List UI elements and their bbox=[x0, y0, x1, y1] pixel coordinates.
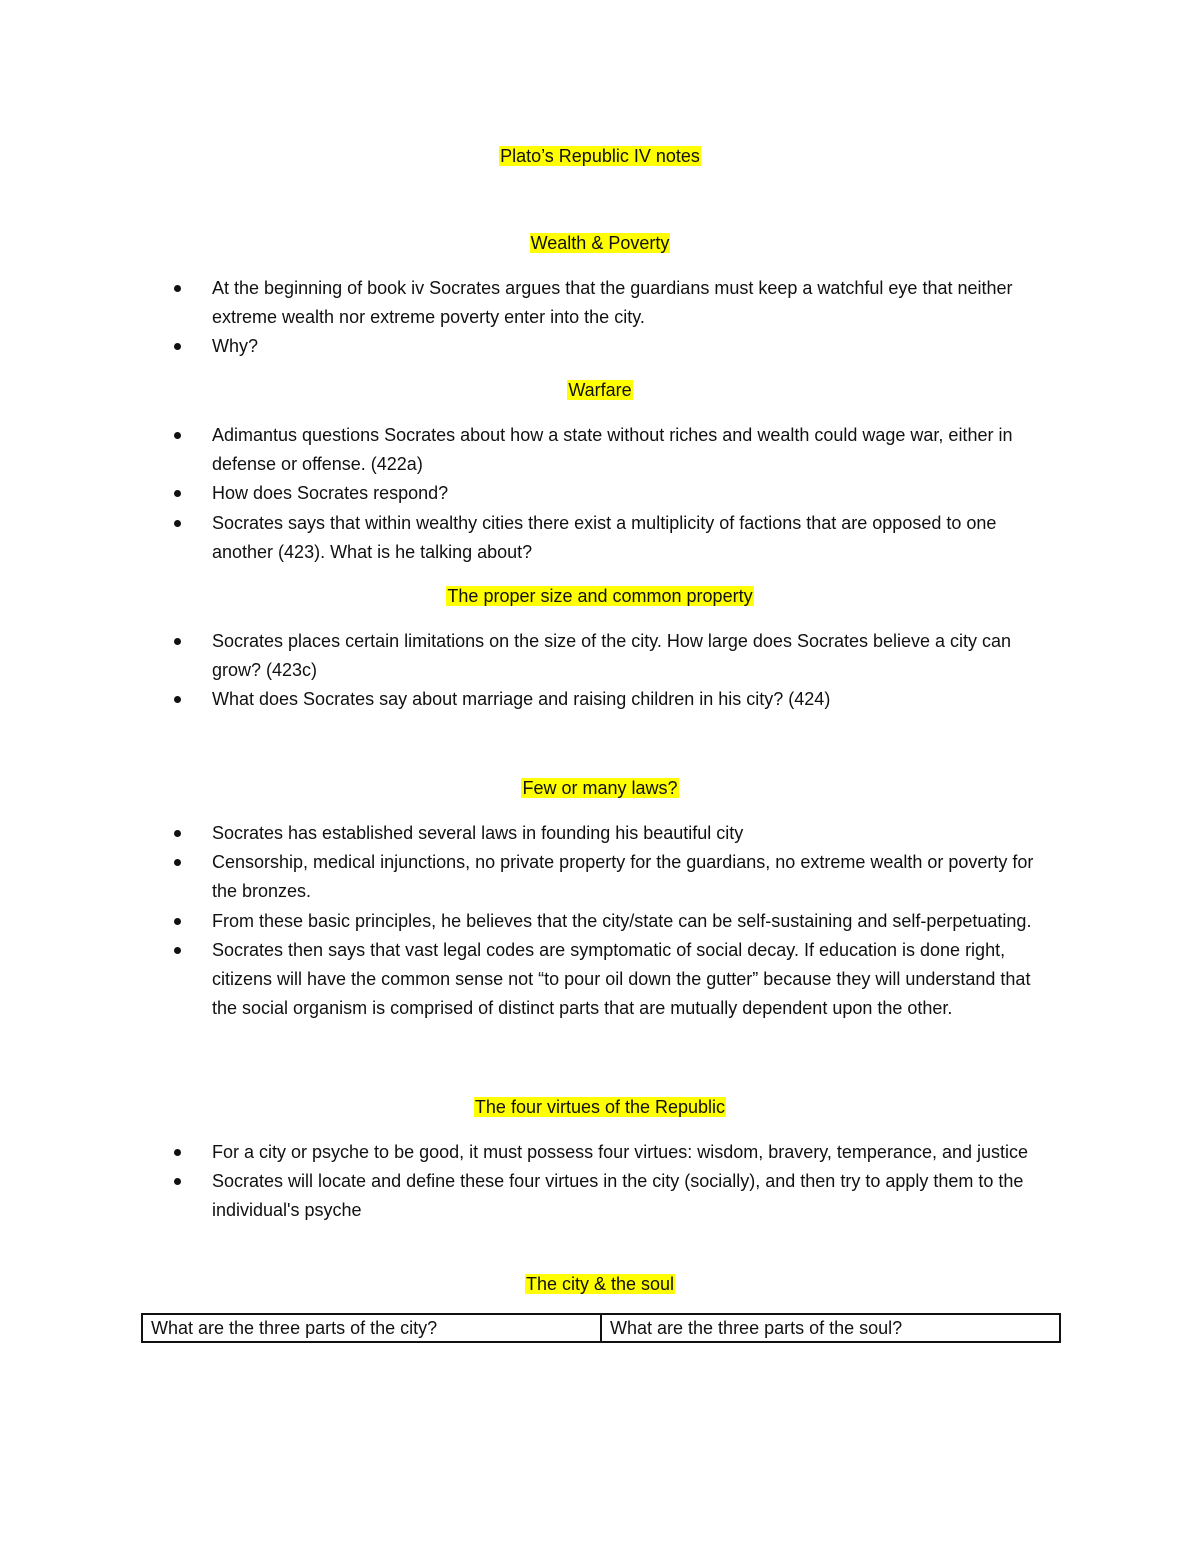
list-item: Socrates then says that vast legal codes are symptomatic of social decay. If education is done right, citizens will have the common sense not “to pour oil down the gutter” because they will understand that the social organism is comprised of distinct parts that are mutually dependent upon the other. bbox=[0, 936, 1200, 1024]
bullet-icon bbox=[174, 859, 181, 866]
bullet-icon bbox=[174, 343, 181, 350]
section-heading-city-and-soul: The city & the soul bbox=[525, 1274, 675, 1294]
bullet-icon bbox=[174, 285, 181, 292]
list-item: At the beginning of book iv Socrates argues that the guardians must keep a watchful eye that neither extreme wealth nor extreme poverty enter into the city. bbox=[0, 274, 1200, 332]
bullet-icon bbox=[174, 490, 181, 497]
bullet-icon bbox=[174, 1149, 181, 1156]
list-item: For a city or psyche to be good, it must possess four virtues: wisdom, bravery, temperance, and justice bbox=[0, 1138, 1200, 1167]
table-cell-soul: What are the three parts of the soul? bbox=[601, 1314, 1060, 1342]
section-heading-four-virtues: The four virtues of the Republic bbox=[474, 1097, 726, 1117]
bullet-icon bbox=[174, 432, 181, 439]
list-item: Socrates places certain limitations on the size of the city. How large does Socrates believe a city can grow? (423c) bbox=[0, 627, 1200, 685]
list-item: What does Socrates say about marriage and raising children in his city? (424) bbox=[0, 685, 1200, 714]
bullet-icon bbox=[174, 520, 181, 527]
section-heading-proper-size: The proper size and common property bbox=[447, 586, 753, 606]
bullet-icon bbox=[174, 638, 181, 645]
list-item: Socrates has established several laws in founding his beautiful city bbox=[0, 819, 1200, 848]
bullet-list-proper-size bbox=[0, 627, 1200, 715]
bullet-list-four-virtues bbox=[0, 1138, 1200, 1226]
section-heading-warfare: Warfare bbox=[568, 380, 632, 400]
bullet-list-wealth-poverty bbox=[0, 274, 1200, 362]
table-row bbox=[142, 1314, 1060, 1342]
list-item: Censorship, medical injunctions, no private property for the guardians, no extreme wealth or poverty for the bronzes. bbox=[0, 848, 1200, 906]
bullet-icon bbox=[174, 696, 181, 703]
table-cell-city: What are the three parts of the city? bbox=[142, 1314, 601, 1342]
city-soul-table bbox=[141, 1313, 1061, 1343]
list-item: How does Socrates respond? bbox=[0, 479, 1200, 508]
list-item: Why? bbox=[0, 332, 1200, 361]
document-title-text: Plato’s Republic IV notes bbox=[500, 146, 700, 166]
document-title bbox=[0, 144, 1200, 168]
list-item: Socrates will locate and define these four virtues in the city (socially), and then try to apply them to the individual's psyche bbox=[0, 1167, 1200, 1225]
list-item: From these basic principles, he believes that the city/state can be self-sustaining and self-perpetuating. bbox=[0, 907, 1200, 936]
bullet-icon bbox=[174, 1178, 181, 1185]
section-heading-few-or-many-laws: Few or many laws? bbox=[522, 778, 678, 798]
bullet-icon bbox=[174, 947, 181, 954]
bullet-list-warfare bbox=[0, 421, 1200, 567]
bullet-list-few-or-many-laws bbox=[0, 819, 1200, 1023]
list-item: Socrates says that within wealthy cities there exist a multiplicity of factions that are opposed to one another (423). What is he talking about? bbox=[0, 509, 1200, 567]
section-heading-wealth-poverty: Wealth & Poverty bbox=[530, 233, 670, 253]
bullet-icon bbox=[174, 830, 181, 837]
list-item: Adimantus questions Socrates about how a state without riches and wealth could wage war, either in defense or offense. (422a) bbox=[0, 421, 1200, 479]
bullet-icon bbox=[174, 918, 181, 925]
